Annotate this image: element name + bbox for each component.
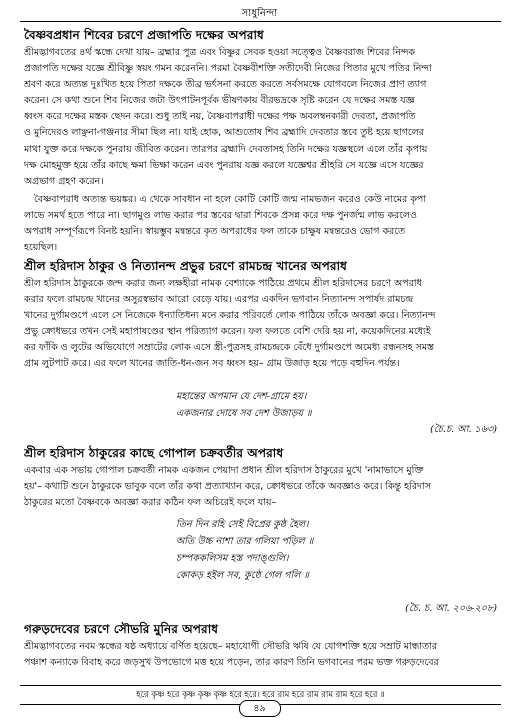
text-line: লাভে সমর্থ হতে পারে না। ছাগমুণ্ড লাভ করার পর স্তবের দ্বারা শিবকে প্রসন্ন করে দক্ষ পুনর্জন্ম লাভ করলেও <box>24 210 417 222</box>
verse-line: তিন দিন রহি সেই বিপ্রের কুষ্ঠ হৈল। <box>176 519 309 530</box>
verse-reference: (চৈ. চ. আ. ২০৬-২০৮) <box>405 603 497 614</box>
verse-line: একজনার দোষে সব দেশ উজাড়য় ॥ <box>176 408 312 419</box>
paragraph-gopal-chakravarti <box>24 463 499 511</box>
text-line: দক্ষ মোহমুক্ত হয়ে তাঁর কাছে ক্ষমা ভিক্ষা করেন এবং পুনরায় যজ্ঞ করলে যজ্ঞেশ্বর শ্রীহরি সে যজ্ঞে এসে যজ্ঞের <box>24 159 424 171</box>
text-line: একবার এক সভায় গোপাল চক্রবর্তী নামক একজন পেয়াদা প্রধান শ্রীল হরিদাস ঠাকুরের মুখে 'নামাভাসে মুক্তি <box>24 465 424 476</box>
section-heading-gopal-chakravarti: শ্রীল হরিদাস ঠাকুরের কাছে গোপাল চক্রবর্তীর অপরাধ <box>24 446 284 460</box>
verse-line: মহান্তের অপমান যে দেশ-গ্রামে হয়। <box>176 391 307 402</box>
text-line: ও মুনিদেরও লাঞ্ছনা-গঞ্জনার সীমা ছিল না। যাই হোক, আশুতোষ শিব ব্রহ্মাদি দেবতার স্তবে তুষ্ট হয়ে ছাগলের <box>24 127 424 139</box>
text-line: বৈষ্ণবাপরাধ অত্যন্ত ভয়ঙ্কর। এ থেকে সাবধান না হলে কোটি কোটি জন্ম নামভজন করেও কেউ নামের কৃপা <box>34 194 426 205</box>
text-line: শ্রবণ করে অত্যন্ত দুঃখিত হয়ে পিতা দক্ষকে তীব্র ভর্ৎসনা করতে করতে সর্বসমক্ষে যোগবলে নিজের প্রাণ ত্যাগ <box>24 79 427 91</box>
paragraph-aparadha-warning <box>24 192 499 256</box>
header-rule <box>20 21 501 22</box>
text-line: শ্রীমদ্ভাগবতের নবম স্কন্ধের ষষ্ঠ অধ্যায়ে বর্ণিত হয়েছে– মহাযোগী সৌভরি ঋষি যে যোগশক্তি হয়ে সম্রাট মান্ধাতার <box>24 641 437 652</box>
verse-ramchandra <box>176 388 312 422</box>
section-heading-daksha: বৈষ্ণবপ্রধান শিবের চরণে প্রজাপতি দক্ষের অপরাধ <box>24 28 264 42</box>
text-line: পঞ্চাশ কন্যাকে বিবাহ করে জড়সুখ উপভোগে মত্ত হয়ে পড়েন, তার কারণ তিনি ভগবানের পরম ভক্ত গরুড়দেবের <box>24 657 439 669</box>
footer-mantra: হরে কৃষ্ণ হরে কৃষ্ণ কৃষ্ণ কৃষ্ণ হরে হরে। হরে রাম হরে রাম রাম রাম হরে হরে ॥ <box>20 685 501 705</box>
section-heading-ramchandra-khan: শ্রীল হরিদাস ঠাকুর ও নিত্যানন্দ প্রভুর চরণে রামচন্দ্র খানের অপরাধ <box>24 259 347 273</box>
running-header: সাধুনিন্দা <box>241 8 278 19</box>
verse-line: কোকড় হইল সব, কুষ্ঠে গেল গলি ॥ <box>176 570 309 581</box>
text-line: করার ফলে রামচন্দ্র খানের অসুরস্বভাব আরো বেড়ে যায়। এরপর একদিন ভগবান নিত্যানন্দ সপার্ষদ রামচন্দ্র <box>24 294 414 306</box>
text-line: শ্রীল হরিদাস ঠাকুরকে জন্দ করার জন্য লক্ষহীরা নামক বেশ্যাকে পাঠিয়ে প্রথমে শ্রীল হরিদাসের চরণে অপরাধ <box>24 278 422 289</box>
text-line: গ্রাম লুটপাট করে। এর ফলে খানের জাতি-ধন-জন সব ধ্বংস হয়– গ্রাম উজাড় হয়ে পড়ে বহুদিন পর্যন্ত। <box>24 358 400 370</box>
verse-line: অতি উচ্চ নাশা তার গলিয়া পড়িল ॥ <box>176 536 314 547</box>
text-line: ঠাকুরের মতো বৈষ্ণবকে অবজ্ঞা করার কঠিন ফল অচিরেই ফলে যায়– <box>24 497 277 509</box>
text-line: মাথা যুক্ত করে দক্ষকে পুনরায় জীবিত করেন। তারপর ব্রহ্মাদি দেবতাসহ তিনি দক্ষের যজ্ঞস্থলে এলে তাঁর কৃপায় <box>24 143 428 155</box>
verse-line: চম্পককলিসম হস্ত পদাঙ্গুলি। <box>176 553 289 564</box>
paragraph-ramchandra-khan <box>24 276 499 373</box>
paragraph-saubhari-muni <box>24 639 499 671</box>
text-line: ধ্বংস করে দক্ষের মস্তক ছেদন করে। শুধু তাই নয়, বৈষ্ণবাপরাধী দক্ষের পক্ষ অবলম্বনকারী দেবতা, প্রজাপতি <box>24 111 416 123</box>
verse-reference: (চৈ.চ. আ. ১৬৩) <box>430 424 497 435</box>
text-line: খানের দুর্গামণ্ডপে এলে সে নিজেকে ধন্যাতিধন্য মনে করার পরিবর্তে লোক পাঠিয়ে তাঁকে অবজ্ঞা করে। নিত্যানন্দ <box>24 310 436 322</box>
text-line: প্রজাপতি দক্ষের যজ্ঞে শ্রীবিষ্ণু স্বয়ং গমন করেননি। পরমা বৈষ্ণবীশক্তি সতীদেবী নিজের পিতার মুখে পতির নিন্দা <box>24 63 432 75</box>
text-line: প্রভু ক্রোধভরে তখন সেই মহাপাষণ্ডের স্থান পরিত্যাগ করেন। ফল ফলতে বেশি দেরি হয় না, কয়েকদিনের মধ্যেই <box>24 326 431 338</box>
text-line: করেন। সে কথা শুনে শিব নিজের জটা উৎপাটনপূর্বক ভীষণকায় বীরভদ্রকে সৃষ্টি করেন যে দক্ষের সমস্ত যজ্ঞ <box>24 95 415 107</box>
text-line: কর ফাঁকি ও লুটের অভিযোগে সম্রাটের লোক এসে স্ত্রী-পুত্রসহ রামচন্দ্রকে বেঁধে দুর্গামণ্ডপে অমেধ্য রন্ধনসহ সমস্ত <box>24 342 434 354</box>
text-line: অপরাধ সম্পূর্ণরূপে বিনষ্ট হয়নি। স্বায়ম্ভুব মন্বন্তরে কৃত অপরাধের ফল তাকে চাক্ষুষ মন্বন্তরেও ভোগ করতে <box>24 226 406 238</box>
section-heading-saubhari-muni: গরুড়দেবের চরণে সৌভরি মুনির অপরাধ <box>24 622 219 636</box>
verse-gopal <box>176 516 313 584</box>
text-line: অগ্রভাগ গ্রহণ করেন। <box>24 175 104 187</box>
text-line: হয়েছিল। <box>24 242 58 254</box>
paragraph-daksha-story <box>24 45 499 190</box>
text-line: শ্রীমদ্ভাগবতের ৪র্থ স্কন্ধে দেখা যায়– ব্রহ্মার পুত্র এবং বিষ্ণুর সেবক হওয়া সত্ত্বেও বৈষ্ণবরাজ শিবের নিন্দক <box>24 47 416 58</box>
page-number: ৪৯ <box>239 700 281 717</box>
text-line: হয়'– কথাটি শুনে ঠাকুরকে ভাবুক বলে তাঁর কথা প্রত্যাখ্যান করে, ক্রোধভরে তাঁকে অবজ্ঞাও করে। কিন্তু হরিদাস <box>24 481 431 493</box>
